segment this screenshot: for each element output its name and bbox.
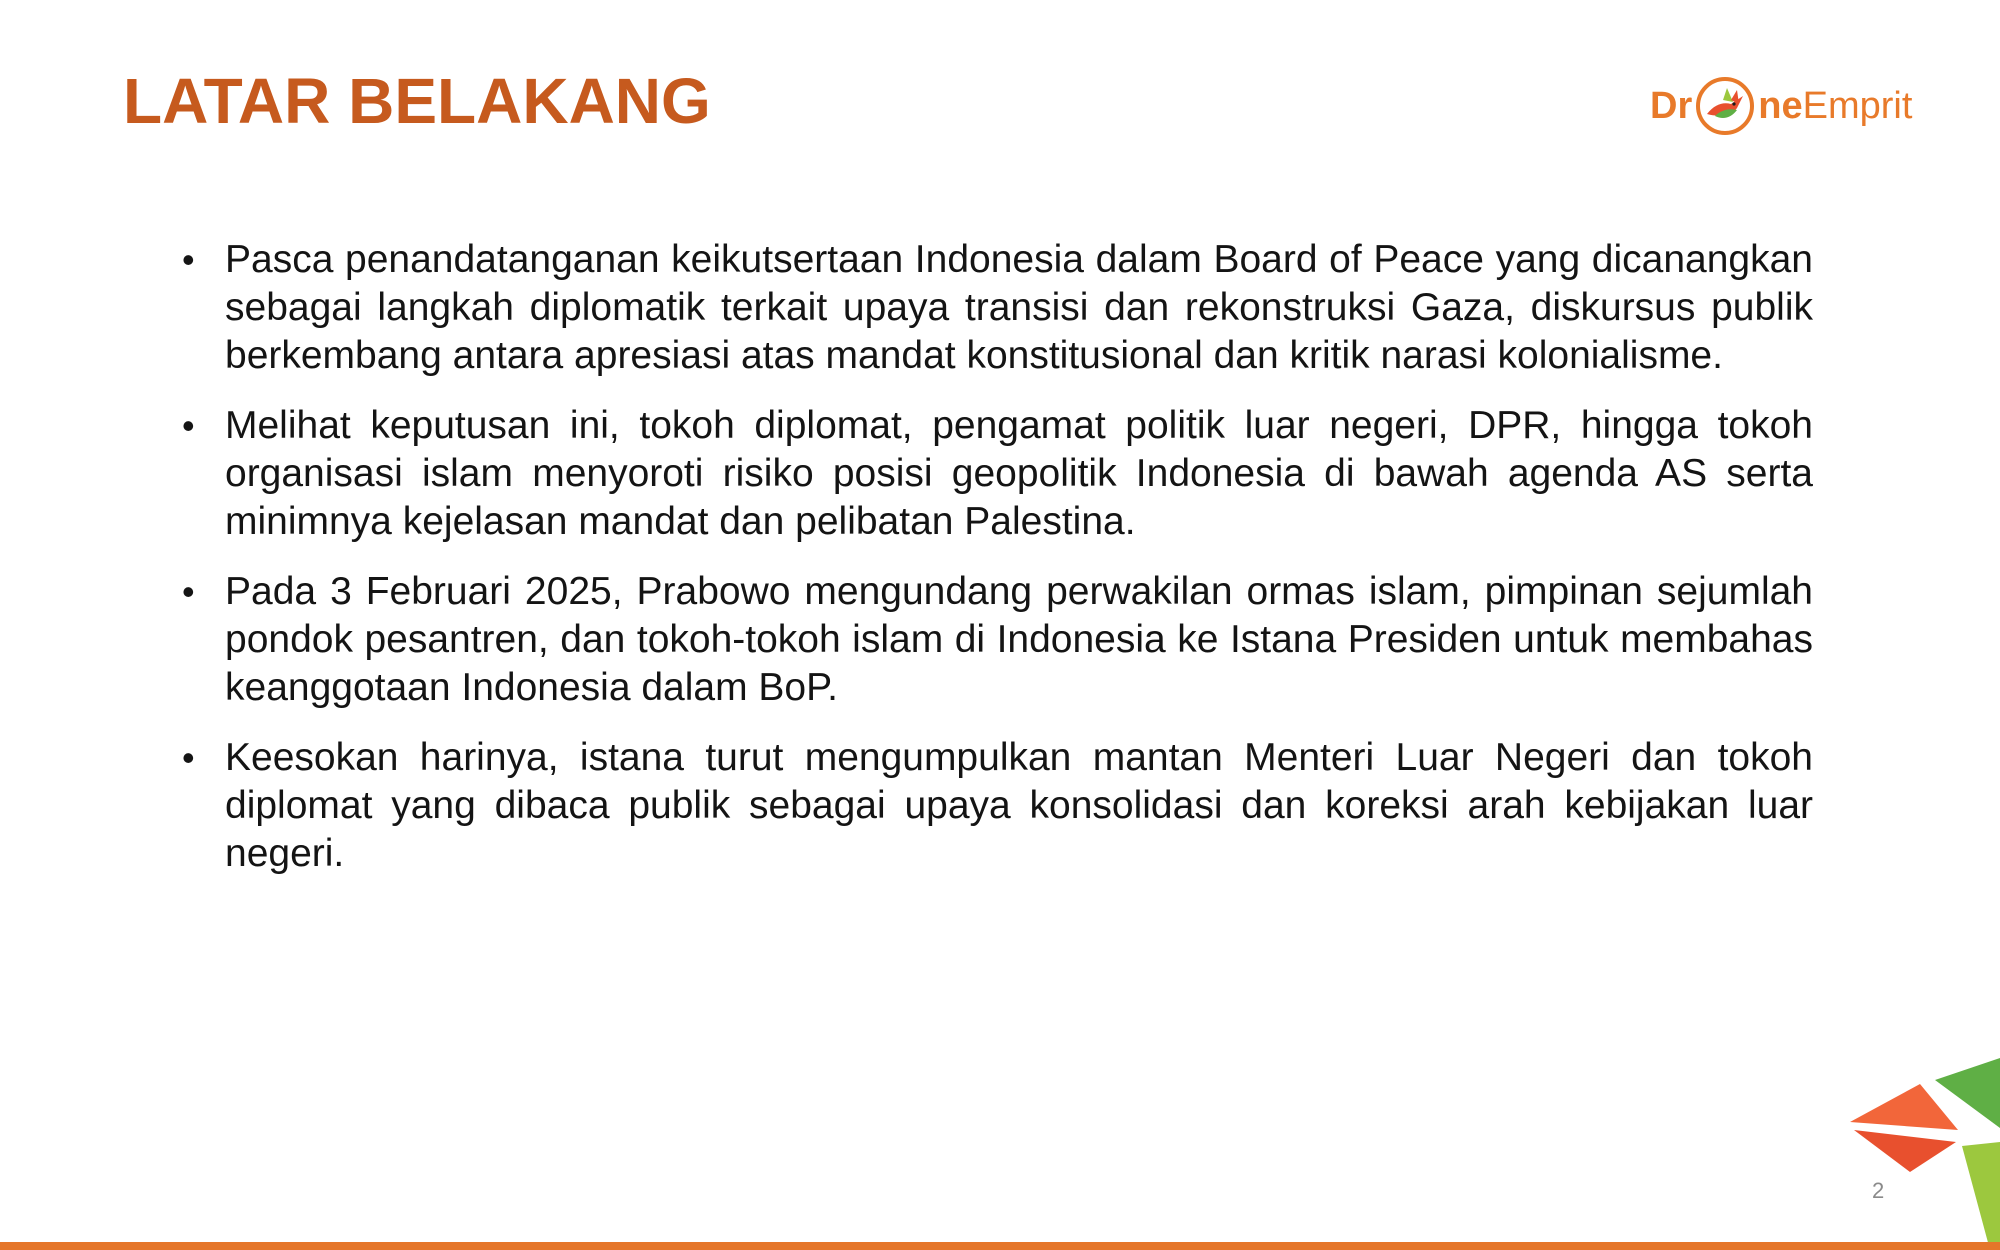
bullet-item <box>180 402 1813 546</box>
logo-text-ne: ne <box>1758 84 1803 127</box>
logo-text-dr: Dr <box>1650 84 1693 127</box>
slide-title: LATAR BELAKANG <box>123 65 711 137</box>
bullet-item <box>180 236 1813 380</box>
bullet-text: Melihat keputusan ini, tokoh diplomat, pengamat politik luar negeri, DPR, hingga tokoh organisasi islam menyoroti risiko posisi geopolitik Indonesia di bawah agenda AS serta minimnya kejelasan mandat dan pelibatan Palestina. <box>225 404 1813 543</box>
bullet-item <box>180 568 1813 712</box>
drone-emprit-logo <box>1650 72 1912 140</box>
bullet-text: Pada 3 Februari 2025, Prabowo mengundang perwakilan ormas islam, pimpinan sejumlah pondok pesantren, dan tokoh-tokoh islam di Indonesia ke Istana Presiden untuk membahas keanggotaan Indonesia dalam BoP. <box>225 570 1813 709</box>
bullet-marker: • <box>182 239 195 280</box>
bullet-item <box>180 734 1813 878</box>
bullet-text: Keesokan harinya, istana turut mengumpulkan mantan Menteri Luar Negeri dan tokoh diplomat yang dibaca publik sebagai upaya konsolidasi dan koreksi arah kebijakan luar negeri. <box>225 736 1813 875</box>
bird-in-circle-icon <box>1693 74 1757 138</box>
page-number: 2 <box>1872 1178 1885 1203</box>
bullet-marker: • <box>182 737 195 778</box>
bullet-list <box>180 236 1813 900</box>
bullet-text: Pasca penandatanganan keikutsertaan Indonesia dalam Board of Peace yang dicanangkan sebagai langkah diplomatik terkait upaya transisi dan rekonstruksi Gaza, diskursus publik berkembang antara apresiasi atas mandat konstitusional dan kritik narasi kolonialisme. <box>225 238 1813 377</box>
decorative-corner-shapes <box>1840 1050 2000 1250</box>
footer-bar <box>0 1242 2000 1250</box>
bullet-marker: • <box>182 571 195 612</box>
bullet-marker: • <box>182 405 195 446</box>
logo-text-emprit: Emprit <box>1802 84 1913 127</box>
